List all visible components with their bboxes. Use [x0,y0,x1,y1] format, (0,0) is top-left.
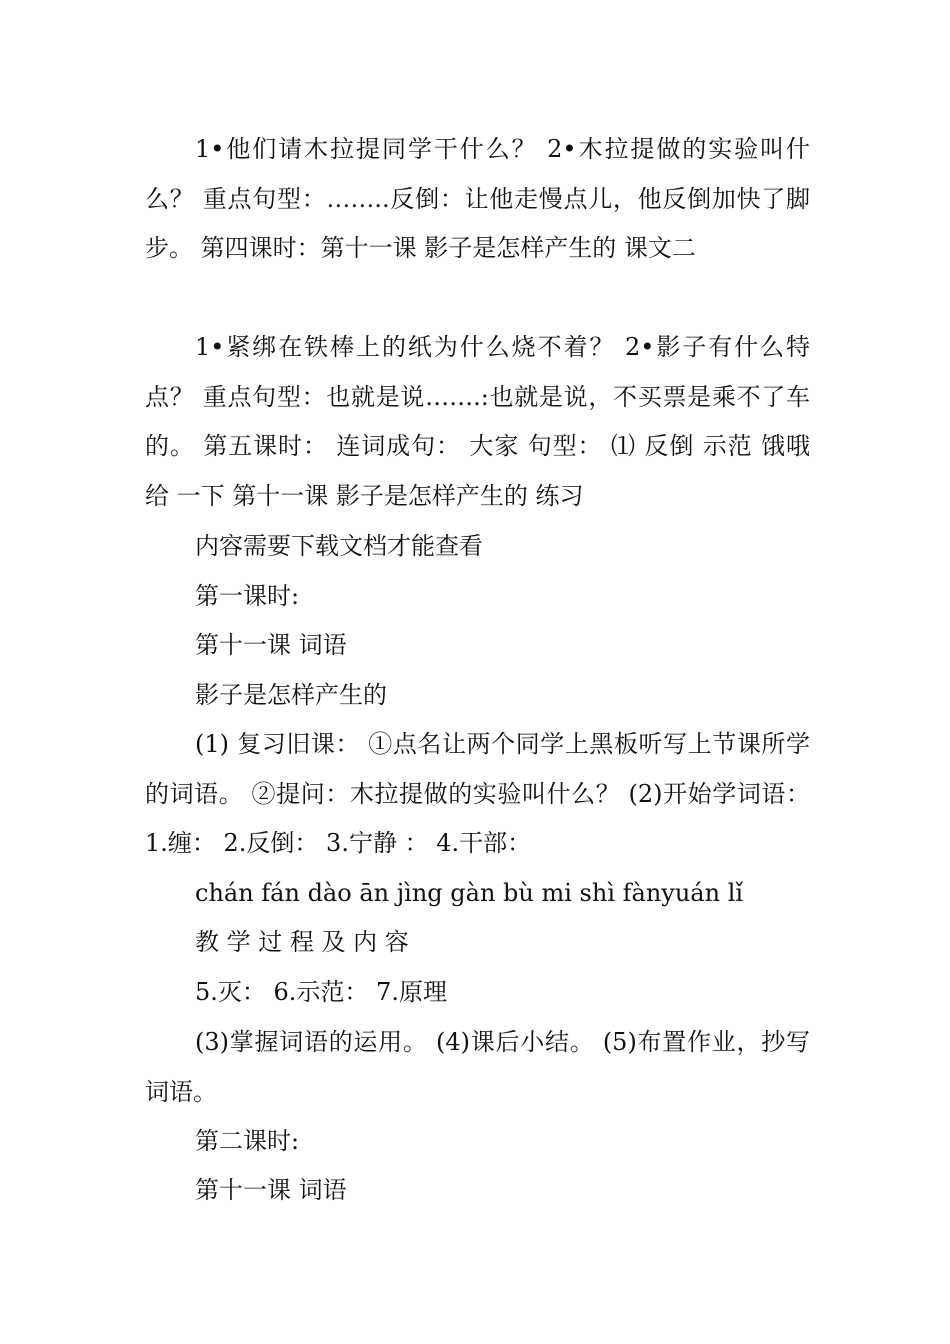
paragraph-review-steps: (1) 复习旧课： ①点名让两个同学上黑板听写上节课所学的词语。 ②提问：木拉提做的实验叫什么？ (2)开始学词语：1.缠： 2.反倒： 3.宁静 ： 4.干部： [145,730,810,857]
paragraph-lesson-questions: 1•他们请木拉提同学干什么？ 2•木拉提做的实验叫什么？ 重点句型：……..反倒：让他走慢点儿，他反倒加快了脚步。 第四课时：第十一课 影子是怎样产生的 课文二 [145,135,810,262]
lesson-one-heading: 第一课时: [195,582,300,610]
lesson-two-heading: 第二课时: [195,1127,300,1155]
vocab-list-continued: 5.灭： 6.示范： 7.原理 [195,978,447,1006]
download-notice: 内容需要下载文档才能查看 [195,532,483,560]
lesson-eleven-vocab-heading: 第十一课 词语 [195,631,347,659]
paragraph-shadow-questions: 1•紧绑在铁棒上的纸为什么烧不着？ 2•影子有什么特点？ 重点句型：也就是说…….:也就是说，不买票是乘不了车的。 第五课时： 连词成句： 大家 句型： ⑴ 反倒 示范 饿哦 给 一下 第十一课 影子是怎样产生的 练习 [145,333,810,510]
pinyin-line: chán fán dào ān jìng gàn bù mi shì fànyuán lǐ [195,879,744,907]
lesson-title: 影子是怎样产生的 [195,681,387,709]
lesson-eleven-vocab-heading-2: 第十一课 词语 [195,1176,347,1204]
teaching-process-heading: 教 学 过 程 及 内 容 [195,928,409,956]
paragraph-homework: (3)掌握词语的运用。 (4)课后小结。 (5)布置作业，抄写词语。 [145,1028,810,1106]
